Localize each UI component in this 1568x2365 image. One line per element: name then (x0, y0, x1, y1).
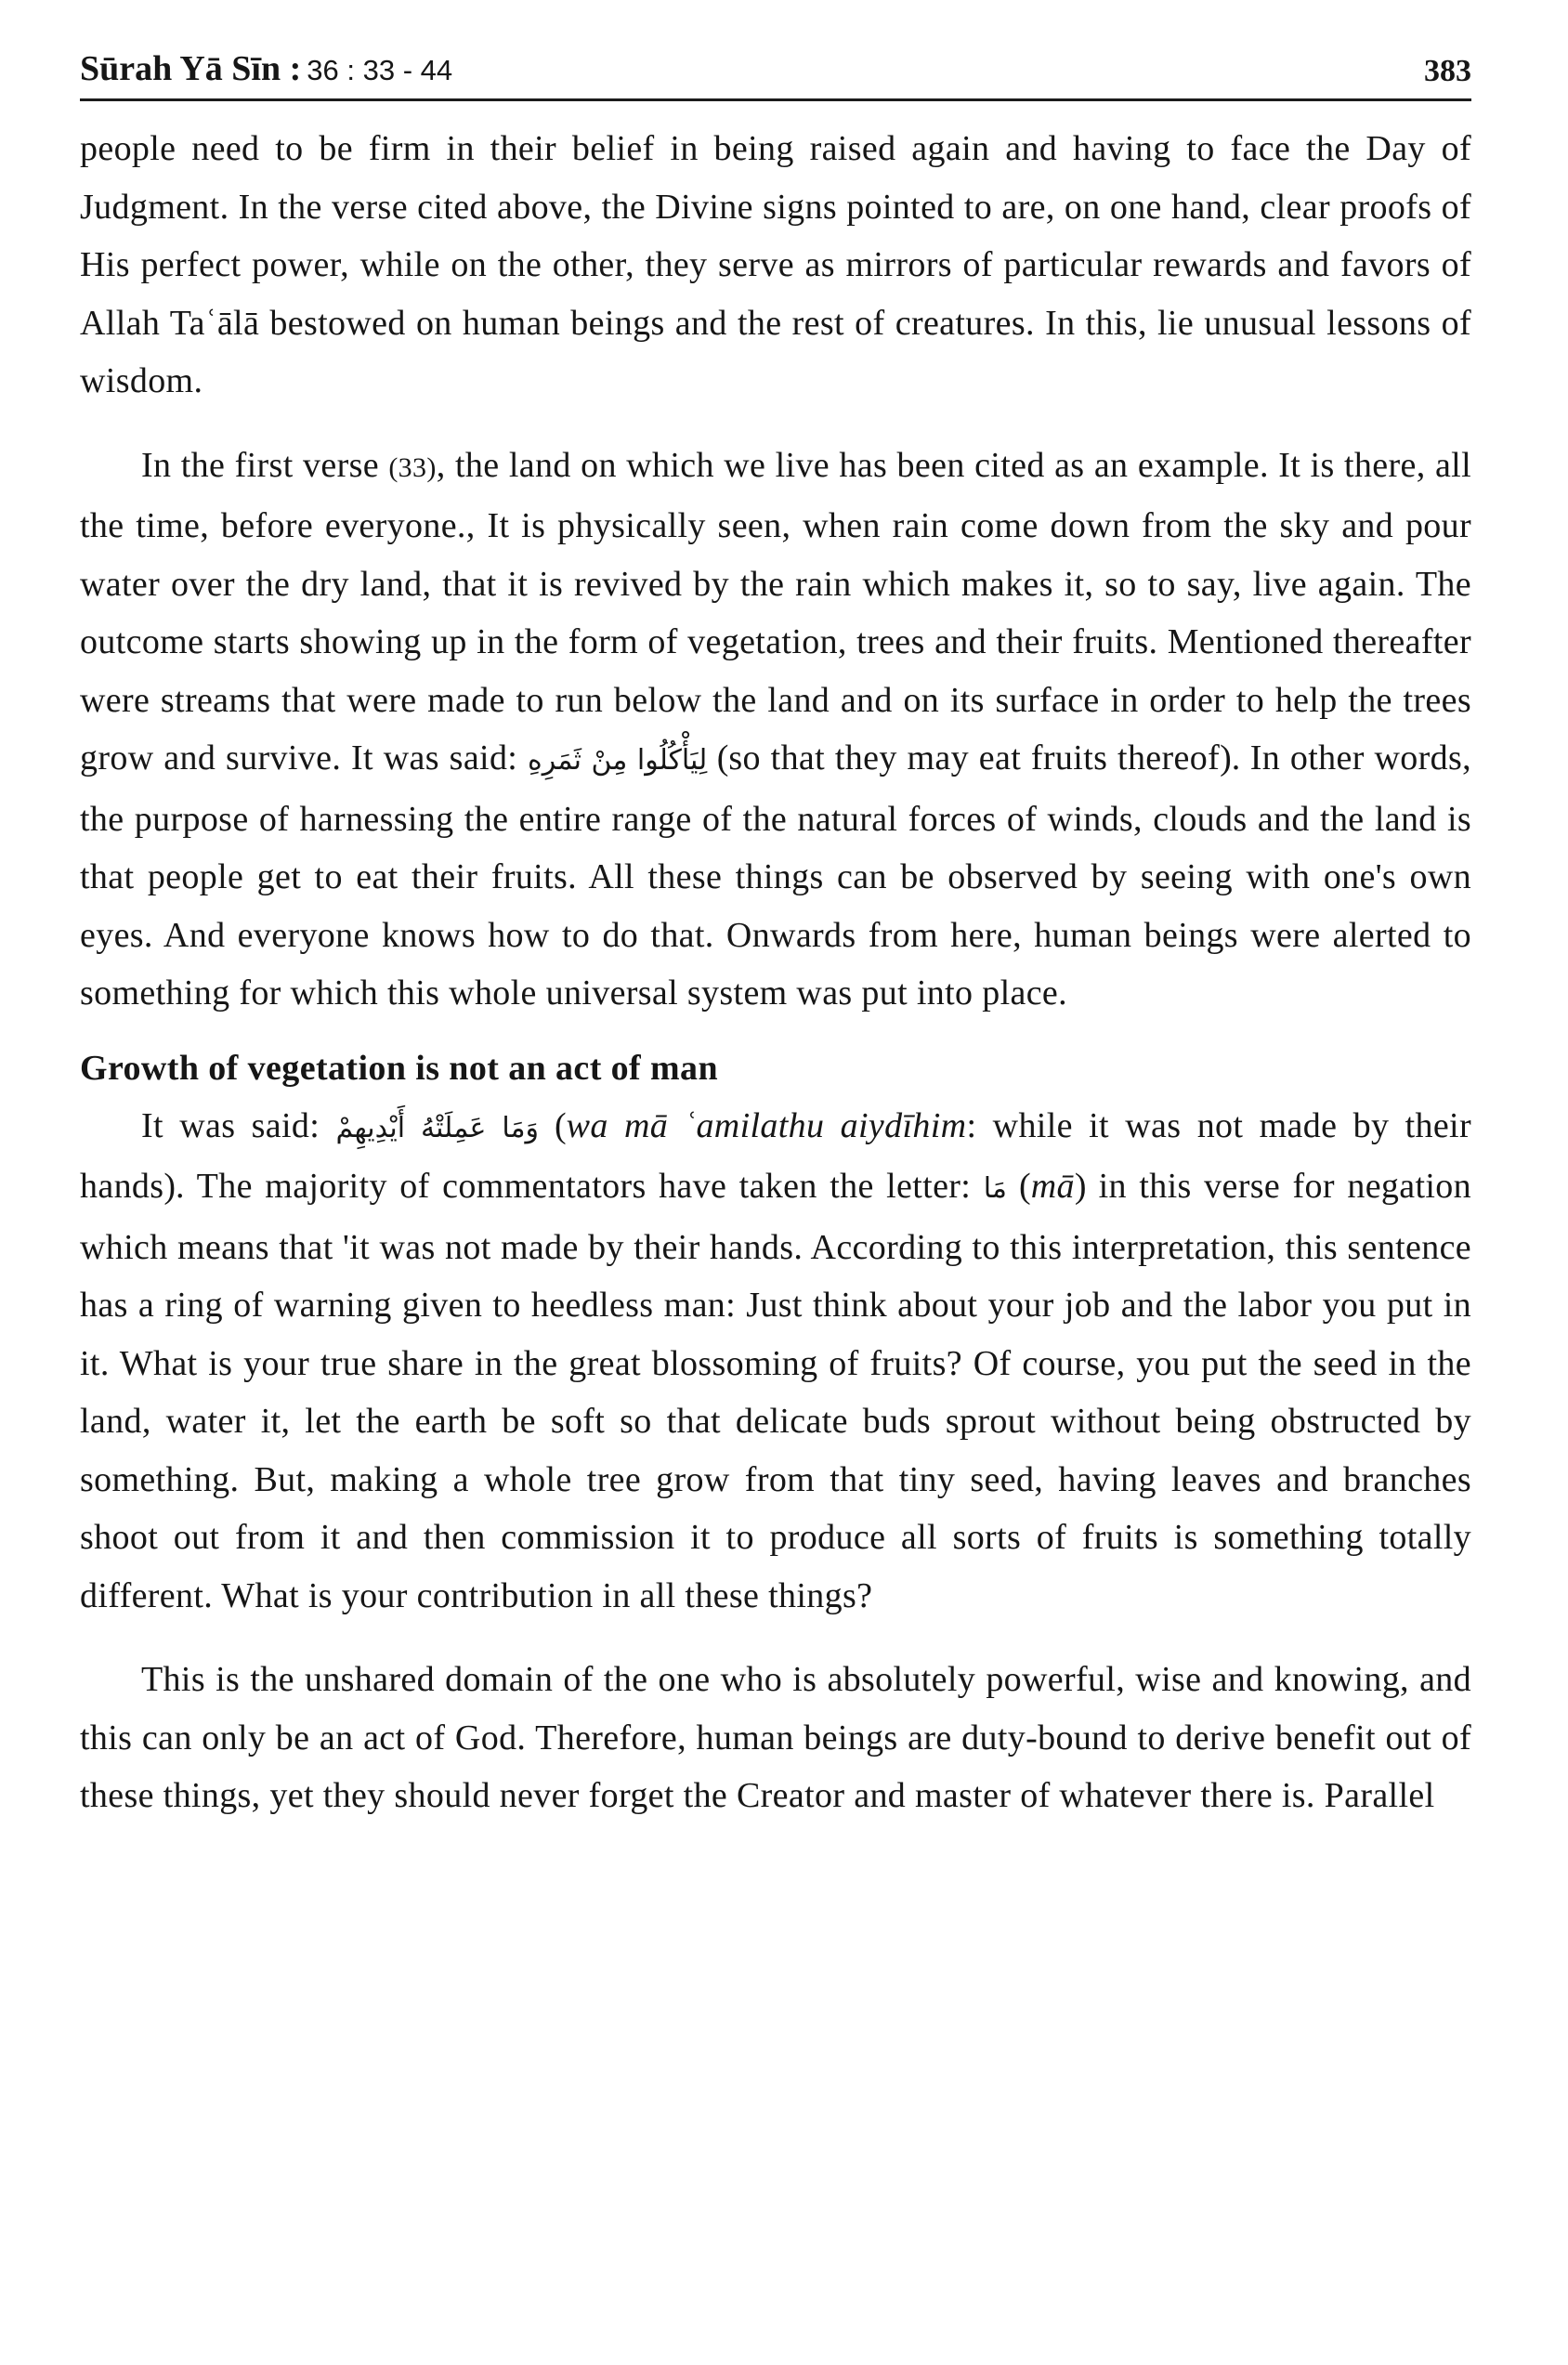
section-heading: Growth of vegetation is not an act of man (80, 1048, 718, 1088)
p2-text-a: In the first verse (141, 445, 389, 485)
surah-title: Sūrah Yā Sīn : (80, 49, 302, 88)
book-page (80, 48, 1471, 1825)
verse-range: 36 : 33 - 44 (307, 54, 453, 86)
arabic-letter-ma: مَا (983, 1172, 1007, 1205)
p2-text-c: (so that they may eat fruits thereof). In other words, the purpose of harnessing the entire range of the natural forces of winds, clouds and the land is that people get to eat their fruits. All these things can be observed by seeing with one's own eyes. And everyone knows how to do that. Onwards from here, human beings were alerted to something for which this whole universal system was put into place. (80, 738, 1471, 1013)
arabic-quote-fruits: لِيَأْكُلُوا مِنْ ثَمَرِهِ (528, 744, 708, 777)
ma-transliteration: mā (1030, 1167, 1075, 1206)
p3-text-c: : while it was not made by their hands). The majority of commentators have taken the letter: (80, 1105, 1471, 1206)
paragraph-3 (80, 1097, 1471, 1626)
transliteration: wa mā ʿamilathu aiydīhim (566, 1105, 967, 1145)
p2-text-b: , the land on which we live has been cited as an example. It is there, all the time, before everyone., It is physically seen, when rain come down from the sky and pour water over the dry land, that it is revived by the rain which makes it, so to say, live again. The outcome starts showing up in the form of vegetation, trees and their fruits. Mentioned thereafter were streams that were made to run below the land and on its surface in order to help the trees grow and survive. It was said: (80, 445, 1471, 777)
running-header (80, 48, 1471, 101)
p3-text-d: ( (1006, 1167, 1031, 1206)
body-text (80, 120, 1471, 1825)
paragraph-1: people need to be firm in their belief in being raised again and having to face the Day of Judgment. In the verse cited above, the Divine signs pointed to are, on one hand, clear proofs of His perfect power, while on the other, they serve as mirrors of particular rewards and favors of Allah Taʿālā bestowed on human beings and the rest of creatures. In this, lie unusual lessons of wisdom. (80, 129, 1471, 400)
paragraph-4: This is the unshared domain of the one who is absolutely powerful, wise and knowing, and this can only be an act of God. Therefore, human beings are duty-bound to derive benefit out of these things, yet they should never forget the Creator and master of whatever there is. Parallel (80, 1660, 1471, 1815)
p3-text-a: It was said: (141, 1105, 336, 1145)
header-left (80, 48, 452, 89)
p3-text-e: ) in this verse for negation which means that 'it was not made by their hands. According to this interpretation, this sentence has a ring of warning given to heedless man: Just think about your job and the labor you put in it. What is your true share in the great blossoming of fruits? Of course, you put the seed in the land, water it, let the earth be soft so that delicate buds sprout without being obstructed by something. But, making a whole tree grow from that tiny seed, having leaves and branches shoot out from it and then commission it to produce all sorts of fruits is something totally different. What is your contribution in all these things? (80, 1167, 1472, 1615)
arabic-quote-hands: وَمَا عَمِلَتْهُ أَيْدِيهِمْ (335, 1111, 540, 1144)
page-number: 383 (1424, 54, 1471, 88)
verse-number-ref: (33) (388, 451, 437, 483)
paragraph-2 (80, 437, 1471, 1023)
p3-text-b: ( (539, 1105, 567, 1145)
